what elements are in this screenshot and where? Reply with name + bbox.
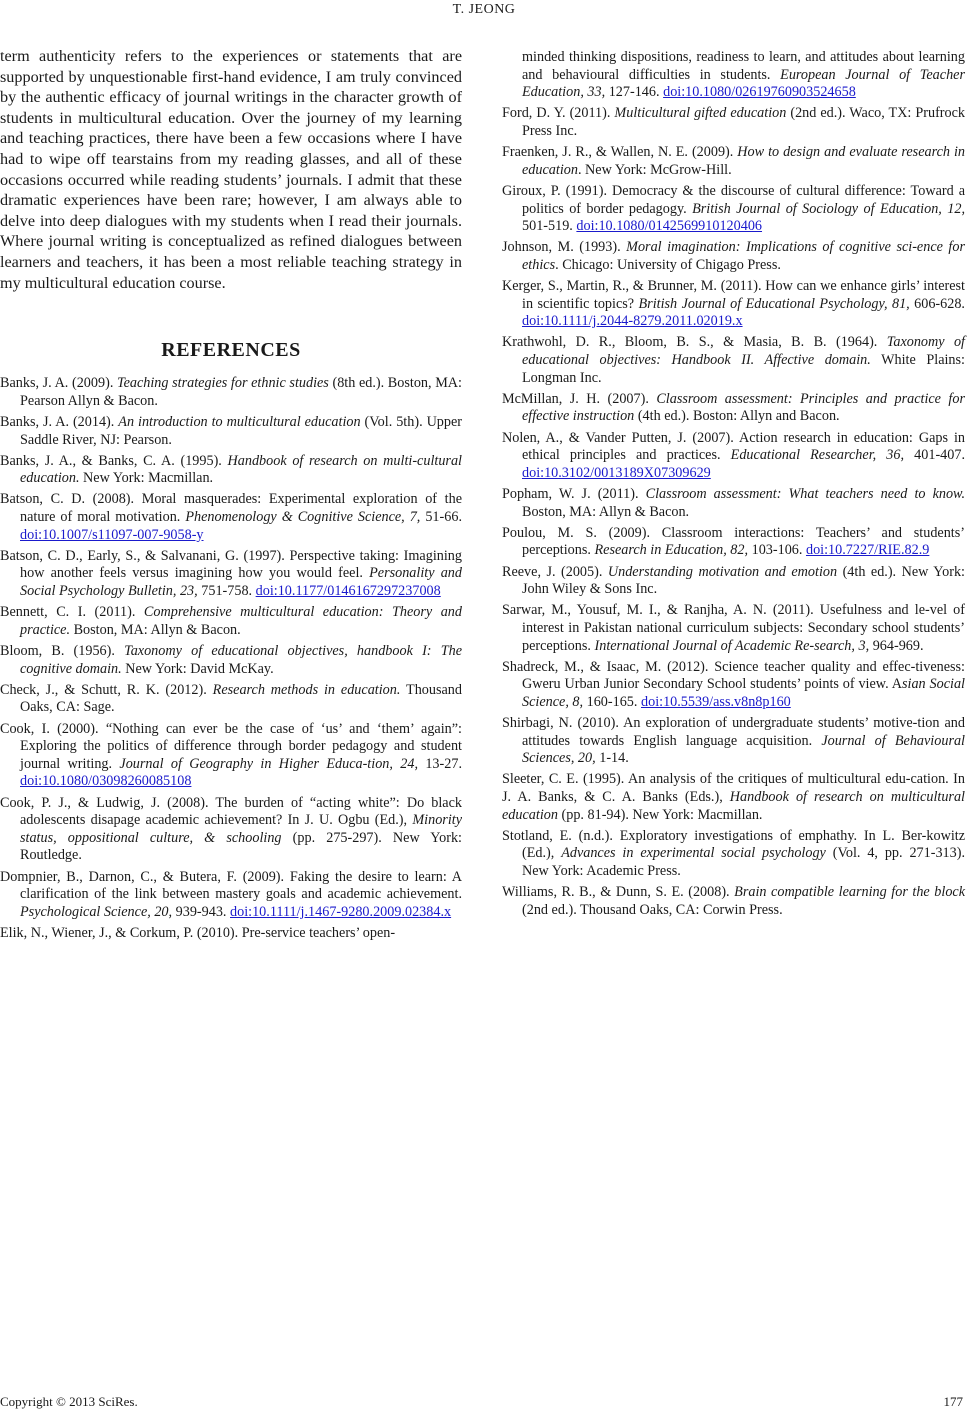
reference-text: 51-66. [420,509,462,526]
reference-text: 606-628. [909,295,965,312]
reference-text: Giroux, P. (1991). Democracy & the discourse of cultural difference: Toward a politics of border pedagogy. [502,182,965,217]
reference-title-italic: British Journal of Educational Psychology, 81, [638,295,910,312]
reference-entry [0,682,462,717]
reference-text: . Chicago: University of Chigago Press. [555,256,781,273]
reference-text: Nolen, A., & Vander Putten, J. (2007). Action research in education: Gaps in ethical principles and practices. [502,429,965,464]
reference-text: 401-407. [904,447,965,464]
reference-entry [0,414,462,449]
doi-link[interactable]: doi:10.1177/0146167297237008 [255,583,441,600]
copyright-footer: Copyright © 2013 SciRes. [0,1394,138,1409]
reference-text: Thousand Oaks, CA: Sage. [20,681,462,716]
reference-text: 751-758. [197,583,256,600]
reference-title-italic: Psychological Science, 20, [20,903,173,920]
reference-title-italic: European Journal of Teacher Education, 33, [522,66,965,101]
reference-text: New York: David McKay. [121,660,274,677]
reference-title-italic: Teaching strategies for ethnic studies [117,375,329,392]
reference-title-italic: sian Social Science, 8, [522,676,965,710]
reference-text: Kerger, S., Martin, R., & Brunner, M. (2011). How can we enhance girls’ interest in scientific topics? [502,278,965,312]
reference-entry [0,643,462,678]
reference-text: Dompnier, B., Darnon, C., & Butera, F. (2009). Faking the desire to learn: A clarification of the link between mastery goals and academic achievement. [0,868,462,903]
reference-entry [502,828,965,881]
doi-link[interactable]: doi:10.7227/RIE.82.9 [805,542,930,559]
reference-entry [502,486,965,521]
reference-text: Check, J., & Schutt, R. K. (2012). [0,681,213,698]
reference-title-italic: Phenomenology & Cognitive Science, 7, [185,509,421,526]
reference-text: Williams, R. B., & Dunn, S. E. (2008). [502,884,735,901]
reference-text: (Vol. 4, pp. 271-313). New York: Academic Press. [522,845,966,880]
reference-entry [502,430,965,483]
doi-link[interactable]: doi:10.1080/02619760903524658 [663,84,856,101]
reference-entry [502,659,965,712]
reference-text: Fraenken, J. R., & Wallen, N. E. (2009). [502,144,738,161]
running-head: T. JEONG [452,2,516,17]
reference-entry [502,884,965,919]
reference-text: Sleeter, C. E. (1995). An analysis of the critiques of multicultural edu-cation. In J. A. Banks, & C. A. Banks (Eds.), [502,771,965,806]
reference-entry [502,105,965,140]
reference-text: (2nd ed.). Thousand Oaks, CA: Corwin Press. [522,901,783,918]
reference-text: Reeve, J. (2005). [502,563,608,580]
reference-title-italic: Taxonomy of educational objectives, handbook I: The cognitive domain. [20,643,462,677]
reference-text: (4th ed.). Boston: Allyn and Bacon. [634,408,840,425]
reference-text: Shirbagi, N. (2010). An exploration of undergraduate students’ motive-tion and attitudes towards English language acquisition. [502,715,965,749]
left-reference-list [0,375,462,942]
reference-text: (pp. 81-94). New York: Macmillan. [557,806,763,823]
reference-text: (Vol. 5th). Upper Saddle River, NJ: Pearson. [20,413,463,448]
reference-entry [502,602,965,655]
reference-text: Popham, W. J. (2011). [502,486,646,502]
reference-entry [502,49,965,102]
reference-entry [502,525,965,560]
right-column [502,49,965,923]
reference-title-italic: Multicultural gifted education [614,105,787,122]
reference-text: Poulou, M. S. (2009). Classroom interactions: Teachers’ and students’ perceptions. [502,524,965,559]
page-number: 177 [943,1394,963,1409]
reference-title-italic: An introduction to multicultural education [118,413,361,430]
left-column [0,46,462,946]
reference-text: White Plains: Longman Inc. [522,352,965,386]
reference-title-italic: Moral imagination: Implications of cognitive sci-ence for ethics [522,239,965,273]
reference-title-italic: Understanding motivation and emotion [607,563,838,580]
reference-text: 1-14. [595,750,629,767]
reference-entry [502,144,965,179]
reference-text: Banks, J. A. (2014). [0,413,119,430]
right-reference-list [502,49,965,919]
reference-text: 939-943. [172,903,231,920]
reference-title-italic: Advances in experimental social psychology [561,845,826,862]
reference-text: Banks, J. A. (2009). [0,375,117,392]
reference-title-italic: Journal of Geography in Higher Educa-tion, 24, [119,755,418,772]
reference-title-italic: Brain compatible learning for the block [734,884,966,901]
reference-text: Boston, MA: Allyn & Bacon. [522,503,690,520]
reference-title-italic: Educational Researcher, 36, [730,447,905,464]
doi-link[interactable]: doi:10.5539/ass.v8n8p160 [641,693,791,710]
reference-text: Stotland, E. (n.d.). Exploratory investigations of emphathy. In L. Ber-kowitz (Ed.), [502,827,965,862]
reference-title-italic: Handbook of research on multi-cultural education. [20,452,462,487]
reference-entry [0,604,462,639]
reference-entry [502,391,965,426]
reference-text: Krathwohl, D. R., Bloom, B. S., & Masia, B. B. (1964). [502,334,887,351]
reference-title-italic: Personality and Social Psychology Bulletin, 23, [20,565,462,600]
doi-link[interactable]: doi:10.1007/s11097-007-9058-y [20,526,204,543]
doi-link[interactable]: doi:10.1080/0142569910120406 [576,218,763,235]
reference-title-italic: Journal of Behavioural Sciences, 20, [522,732,965,767]
reference-text: Elik, N., Wiener, J., & Corkum, P. (2010). Pre-service teachers’ open- [0,924,396,941]
reference-title-italic: Research in Education, 82, [594,542,749,559]
reference-text: (4th ed.). New York: John Wiley & Sons Inc. [522,563,965,598]
reference-text: (2nd ed.). Waco, TX: Prufrock Press Inc. [522,105,966,139]
reference-text: Cook, P. J., & Ludwig, J. (2008). The burden of “acting white”: Do black adolescents disapage academic achievement? In J. U. Ogbu (Ed.), [0,794,462,829]
reference-title-italic: Handbook of research on multicultural education [502,789,965,823]
reference-entry [0,548,462,601]
reference-text: Ford, D. Y. (2011). [502,105,615,122]
body-paragraph: term authenticity refers to the experiences or statements that are supported by unquestionable first-hand evidence, I am truly convinced by the authentic efficacy of journal writings in the character growth of students in multicultural education. Over the journey of my learning and teaching practices, there have been a few occasions where I have had to wipe off tearstains from my reading glasses, and all of these occasions occurred while reading students’ journals. I admit that these dramatic experiences have been rare; however, I am always able to delve into deep dialogues with my students when I read their journals. Where journal writing is conceptualized as refined dialogues between learners and teachers, it has been a most reliable teaching strategy in my multicultural education course. [0,47,462,292]
reference-text: Johnson, M. (1993). [502,239,627,256]
reference-entry [502,278,965,331]
reference-text: 13-27. [418,755,462,772]
reference-text: Bennett, C. I. (2011). [0,604,144,621]
reference-entry [502,564,965,599]
reference-title-italic: How to design and evaluate research in education [522,144,965,178]
reference-text: Shadreck, M., & Isaac, M. (2012). Science teacher quality and effec-tiveness: Gweru Urban Junior Secondary School students’ points of view. A [502,658,965,693]
reference-title-italic: Taxonomy of educational objectives: Handbook II. Affective domain. [522,334,966,369]
references-heading: REFERENCES [161,339,301,362]
reference-entry [0,869,462,922]
reference-text: 103-106. [748,542,806,559]
reference-text: Banks, J. A., & Banks, C. A. (1995). [0,452,228,469]
reference-title-italic: Classroom assessment: Principles and practice for effective instruction [522,390,965,425]
doi-link[interactable]: doi:10.1111/j.1467-9280.2009.02384.x [230,903,452,920]
reference-entry [0,491,462,544]
reference-title-italic: Classroom assessment: What teachers need to know. [645,486,966,502]
doi-link[interactable]: doi:10.1111/j.2044-8279.2011.02019.x [522,313,743,330]
reference-title-italic: International Journal of Academic Re-search, 3, [594,637,870,654]
reference-text: McMillan, J. H. (2007). [502,390,657,407]
reference-text: (pp. 275-297). New York: Routledge. [20,829,462,864]
reference-text: 160-165. [583,693,641,710]
reference-title-italic: British Journal of Sociology of Education, 12, [692,200,965,217]
reference-text: (8th ed.). Boston, MA: Pearson Allyn & Bacon. [20,375,462,409]
reference-text: Sarwar, M., Yousuf, M. I., & Ranjha, A. N. (2011). Usefulness and le-vel of interest in Pakistan national curriculum subjects: Secondary school students’ perceptions. [502,602,965,654]
reference-entry [0,721,462,791]
reference-text: . New York: McGrow-Hill. [577,161,732,178]
reference-entry [0,925,462,943]
reference-text: 501-519. [522,218,577,235]
reference-text: Boston, MA: Allyn & Bacon. [70,621,241,638]
reference-title-italic: Research methods in education. [212,681,401,698]
reference-entry [0,795,462,865]
doi-link[interactable]: doi:10.1080/03098260085108 [20,773,192,790]
reference-text: Bloom, B. (1956). [0,643,125,659]
reference-entry [502,771,965,824]
reference-title-italic: Comprehensive multicultural education: Theory and practice. [20,604,462,638]
reference-entry [0,453,462,488]
reference-text: 964-969. [869,637,924,654]
reference-text: New York: Macmillan. [79,470,214,487]
reference-text: Batson, C. D. (2008). Moral masquerades: Experimental exploration of the nature of moral motivation. [0,491,462,526]
reference-entry [502,715,965,768]
reference-text: Cook, I. (2000). “Nothing can ever be the case of ‘us’ and ‘them’ again”: Exploring the politics of difference through border pedagogy and student journal writing. [0,720,462,772]
reference-entry [502,239,965,274]
reference-entry [502,183,965,236]
reference-title-italic: Minority status, oppositional culture, & schooling [20,812,462,846]
reference-text: 127-146. [605,84,664,101]
reference-entry [0,375,462,410]
reference-text: minded thinking dispositions, readiness to learn, and attitudes about learning and behavioural difficulties in students. [522,49,965,83]
doi-link[interactable]: doi:10.3102/0013189X07309629 [522,464,711,481]
reference-text: Batson, C. D., Early, S., & Salvanani, G. (1997). Perspective taking: Imagining how another feels versus imagining how you would feel. [0,547,462,582]
reference-entry [502,334,965,387]
